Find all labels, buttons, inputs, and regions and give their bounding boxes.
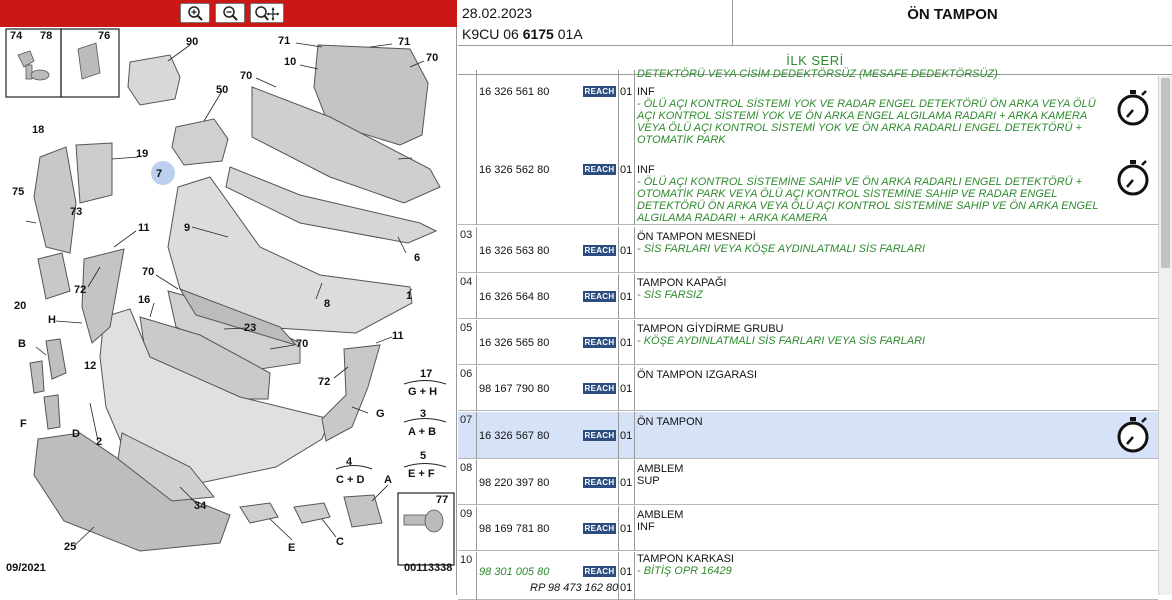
zoom-in-icon — [186, 5, 204, 21]
diagram-callout[interactable]: 2 — [96, 436, 103, 448]
table-row-selected[interactable] — [458, 412, 1158, 459]
part-description: TAMPON GİYDİRME GRUBU - KÖŞE AYDINLATMALI SİS FARLARI VEYA SİS FARLARI — [637, 323, 926, 347]
parts-list — [458, 68, 1158, 595]
row-number: 07 — [460, 414, 473, 426]
row-number: 04 — [460, 276, 473, 288]
part-description: TAMPON KARKASI - BİTİŞ OPR 16429 — [637, 553, 734, 577]
diagram-callout[interactable]: 23 — [244, 322, 257, 334]
diagram-callout[interactable]: G — [376, 408, 385, 420]
reach-badge[interactable]: REACH — [584, 524, 615, 533]
diagram-callout[interactable]: C + D — [336, 474, 365, 486]
zoom-in-button[interactable] — [180, 3, 210, 23]
row-number: 10 — [460, 554, 473, 566]
diagram-toolbar — [0, 0, 457, 27]
stopwatch-icon[interactable] — [1113, 158, 1153, 198]
diagram-callout[interactable]: 70 — [142, 266, 155, 278]
parts-panel — [458, 0, 1172, 595]
diagram-callout[interactable]: 16 — [138, 294, 151, 306]
quantity: 01 — [620, 566, 633, 578]
replacement-part-number[interactable]: RP 98 473 162 80 — [530, 582, 619, 594]
diagram-callout[interactable]: D — [72, 428, 80, 440]
row-number: 03 — [460, 229, 473, 241]
quantity: 01 — [620, 291, 633, 303]
diagram-callout[interactable]: 70 — [426, 52, 439, 64]
reach-badge[interactable]: REACH — [584, 431, 615, 440]
diagram-callout[interactable]: 20 — [14, 300, 27, 312]
part-description: ÖN TAMPON MESNEDİ - SİS FARLARI VEYA KÖŞE AYDINLATMALI SİS FARLARI — [637, 231, 926, 255]
diagram-callout[interactable]: 50 — [216, 84, 229, 96]
diagram-callout[interactable]: 72 — [74, 284, 87, 296]
part-number[interactable]: 98 167 790 80 — [479, 383, 550, 395]
part-description: ÖN TAMPON IZGARASI — [637, 369, 757, 381]
diagram-callout[interactable]: 00113338 — [404, 562, 453, 574]
exploded-parts-diagram — [0, 27, 457, 595]
table-row[interactable] — [458, 506, 1158, 551]
table-row[interactable] — [458, 320, 1158, 365]
part-number[interactable]: 16 326 563 80 — [479, 245, 550, 257]
diagram-callout[interactable]: 77 — [436, 494, 449, 506]
reach-badge[interactable]: REACH — [584, 87, 615, 96]
diagram-callout[interactable]: 71 — [398, 36, 411, 48]
part-description: TAMPON KAPAĞI - SİS FARSIZ — [637, 277, 727, 301]
catalog-code: K9CU 06 6175 01A — [462, 26, 583, 42]
zoom-pan-icon — [254, 5, 280, 21]
diagram-callout[interactable]: 71 — [278, 35, 291, 47]
zoom-out-button[interactable] — [215, 3, 245, 23]
quantity: 01 — [620, 245, 633, 257]
row-desc-cut: DETEKTÖRÜ VEYA CİSİM DEDEKTÖRSÜZ (MESAFE DEDEKTÖRSÜZ) — [637, 68, 998, 80]
diagram-callout[interactable]: 76 — [98, 30, 111, 42]
zoom-out-icon — [221, 5, 239, 21]
reach-badge[interactable]: REACH — [584, 338, 615, 347]
diagram-callout[interactable]: 74 — [10, 30, 23, 42]
diagram-callout[interactable]: H — [48, 314, 56, 326]
stopwatch-icon[interactable] — [1113, 415, 1153, 455]
diagram-callout[interactable]: 6 — [414, 252, 421, 264]
diagram-callout[interactable]: A + B — [408, 426, 437, 438]
quantity: 01 — [620, 164, 633, 176]
table-row[interactable] — [458, 227, 1158, 273]
reach-badge[interactable]: REACH — [584, 478, 615, 487]
diagram-callout[interactable]: 3 — [420, 408, 427, 420]
reach-badge[interactable]: REACH — [584, 165, 615, 174]
quantity: 01 — [620, 582, 633, 594]
diagram-callout[interactable]: 72 — [318, 376, 331, 388]
catalog-header — [458, 0, 1172, 46]
row-number: 09 — [460, 508, 473, 520]
table-row[interactable] — [458, 460, 1158, 505]
scrollbar-thumb[interactable] — [1161, 78, 1170, 268]
diagram-callout[interactable]: E + F — [408, 468, 435, 480]
reach-badge[interactable]: REACH — [584, 292, 615, 301]
table-row[interactable] — [458, 70, 1158, 225]
diagram-callout[interactable]: G + H — [408, 386, 438, 398]
diagram-callout[interactable]: 9 — [184, 222, 191, 234]
diagram-callout[interactable]: 4 — [346, 456, 353, 468]
diagram-callout[interactable]: 11 — [392, 330, 404, 342]
reach-badge[interactable]: REACH — [584, 384, 615, 393]
part-number[interactable]: 16 326 561 80 — [479, 86, 550, 98]
part-number[interactable]: 98 301 005 80 — [479, 566, 550, 578]
quantity: 01 — [620, 383, 633, 395]
part-description: AMBLEM SUP — [637, 463, 684, 487]
row-number: 08 — [460, 462, 473, 474]
diagram-callout[interactable]: 73 — [70, 206, 83, 218]
catalog-date: 28.02.2023 — [462, 5, 533, 21]
diagram-callout[interactable]: 10 — [284, 56, 297, 68]
diagram-callout[interactable]: 17 — [420, 368, 433, 380]
diagram-callout[interactable]: A — [384, 474, 392, 486]
part-description: INF - ÖLÜ AÇI KONTROL SİSTEMİNE SAHİP VE ÖN ARKA RADARLI ENGEL DETEKTÖRÜ + OTOMATİK PARK VEYA ÖLÜ AÇI KONTROL SİSTEMİNE SAHİP VE RADAR ENGEL DETEKTÖRÜ ÖN ARKA VEYA ÖLÜ AÇI KONTROL SİSTEMİNE SAHİP VE ÖN ARKA ENGEL ALGILAMA RADARI + ARKA KAMERA — [637, 164, 1099, 224]
diagram-callout[interactable]: 5 — [420, 450, 427, 462]
quantity: 01 — [620, 337, 633, 349]
diagram-callout[interactable]: 11 — [138, 222, 150, 234]
diagram-callout[interactable]: 09/2021 — [6, 562, 46, 574]
page-title: ÖN TAMPON — [907, 6, 998, 23]
part-description: INF - ÖLÜ AÇI KONTROL SİSTEMİ YOK VE RADAR ENGEL DETEKTÖRÜ ÖN ARKA VEYA ÖLÜ AÇI KONTROL SİSTEMİ YOK VE ÖN ARKA ENGEL ALGILAMA RADARI + ARKA KAMERA VEYA ÖLÜ AÇI KONTROL SİSTEMİ YOK VE ÖN ARKA RADARLI ENGEL DETEKTÖRÜ + OTOMATİK PARK — [637, 86, 1096, 146]
parts-list-scrollbar[interactable] — [1158, 76, 1172, 595]
row-number: 05 — [460, 322, 473, 334]
diagram-callout[interactable]: 70 — [240, 70, 253, 82]
stopwatch-icon[interactable] — [1113, 88, 1153, 128]
part-description: ÖN TAMPON — [637, 416, 703, 428]
part-number[interactable]: 16 326 565 80 — [479, 337, 550, 349]
diagram-callout[interactable]: 70 — [296, 338, 309, 350]
diagram-callout[interactable]: 75 — [12, 186, 25, 198]
diagram-callout[interactable]: 90 — [186, 36, 199, 48]
row-number: 06 — [460, 368, 473, 380]
table-row[interactable] — [458, 274, 1158, 319]
part-number[interactable]: 16 326 567 80 — [479, 430, 550, 442]
quantity: 01 — [620, 430, 633, 442]
diagram-callout[interactable]: 34 — [194, 500, 207, 512]
reach-badge[interactable]: REACH — [584, 246, 615, 255]
table-row[interactable] — [458, 552, 1158, 600]
part-number[interactable]: 16 326 562 80 — [479, 164, 550, 176]
series-label: İLK SERİ — [458, 47, 1172, 75]
diagram-callout[interactable]: 7 — [156, 168, 163, 180]
reach-badge[interactable]: REACH — [584, 567, 615, 576]
table-row[interactable] — [458, 366, 1158, 411]
diagram-callout[interactable]: B — [18, 338, 26, 350]
diagram-callout[interactable]: 19 — [136, 148, 149, 160]
part-number[interactable]: 98 220 397 80 — [479, 477, 550, 489]
diagram-callout[interactable]: 1 — [406, 290, 413, 302]
diagram-callout[interactable]: C — [336, 536, 344, 548]
part-number[interactable]: 16 326 564 80 — [479, 291, 550, 303]
diagram-callout[interactable]: 25 — [64, 541, 77, 553]
diagram-callout[interactable]: F — [20, 418, 27, 430]
diagram-callout[interactable]: 8 — [324, 298, 331, 310]
quantity: 01 — [620, 86, 633, 98]
quantity: 01 — [620, 477, 633, 489]
diagram-panel — [0, 0, 457, 595]
part-number[interactable]: 98 169 781 80 — [479, 523, 550, 535]
diagram-callout[interactable]: 12 — [84, 360, 97, 372]
quantity: 01 — [620, 523, 633, 535]
diagram-callout[interactable]: 18 — [32, 124, 45, 136]
part-description: AMBLEM INF — [637, 509, 684, 533]
diagram-callout[interactable]: 78 — [40, 30, 53, 42]
diagram-callout[interactable]: E — [288, 542, 296, 554]
zoom-pan-button[interactable] — [250, 3, 284, 23]
